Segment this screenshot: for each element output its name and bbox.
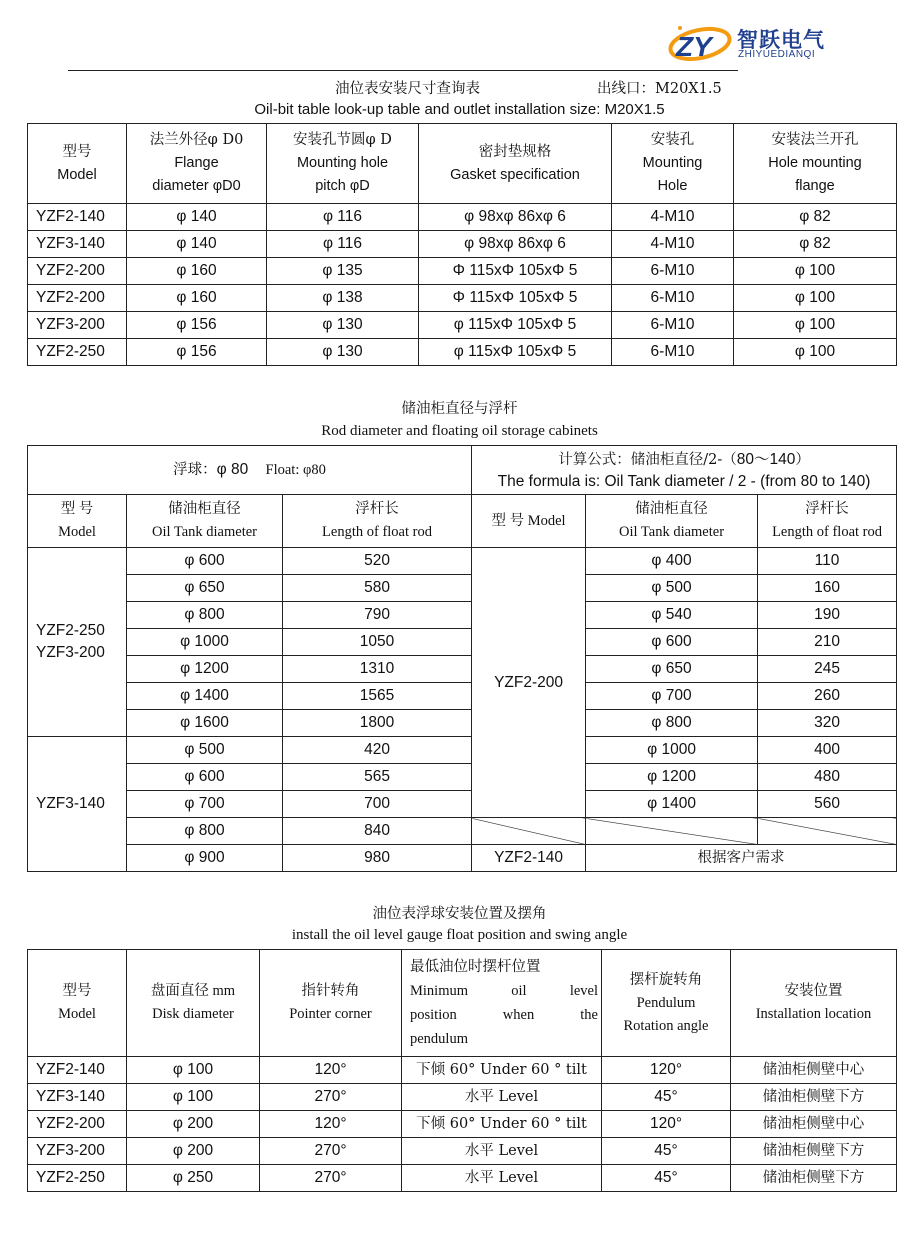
rod-length-cell: 1565: [283, 683, 472, 710]
table-row: [28, 629, 897, 656]
install-location-cell: 储油柜侧壁中心: [731, 1057, 897, 1084]
tank-diameter-cell: φ 1200: [586, 764, 758, 791]
gasket-cell: φ 98xφ 86xφ 6: [419, 231, 612, 258]
col-tank-diameter-right: 储油柜直径 Oil Tank diameter: [586, 495, 758, 548]
hole-flange-cell: φ 100: [734, 258, 897, 285]
model-group-cell: YZF2-200: [472, 548, 586, 818]
hole-flange-cell: φ 82: [734, 204, 897, 231]
install-location-cell: 储油柜侧壁中心: [731, 1111, 897, 1138]
tank-diameter-cell: φ 500: [127, 737, 283, 764]
table-header-row: [28, 950, 897, 1057]
mounting-pitch-cell: φ 138: [267, 285, 419, 312]
rotation-angle-cell: 120°: [602, 1057, 731, 1084]
rotation-angle-cell: 120°: [602, 1111, 731, 1138]
tank-diameter-cell: φ 1400: [127, 683, 283, 710]
flange-diameter-cell: φ 156: [127, 312, 267, 339]
float-position-table: [27, 949, 897, 1192]
table-row: [28, 1111, 897, 1138]
rod-length-cell: 245: [758, 656, 897, 683]
formula: 计算公式：储油柜直径/2-（80～140） The formula is: Oil Tank diameter / 2 - (from 80 to 140): [472, 446, 897, 495]
col-mounting-pitch: 安装孔节圆φ D Mounting hole pitch φD: [267, 124, 419, 204]
model-label: YZF2-250: [36, 622, 105, 639]
model-cell: YZF3-140: [28, 231, 127, 258]
mounting-hole-cell: 6-M10: [612, 312, 734, 339]
tank-diameter-cell: φ 1000: [586, 737, 758, 764]
tank-diameter-cell: φ 1000: [127, 629, 283, 656]
table-row: [28, 656, 897, 683]
col-model: 型号 Model: [28, 124, 127, 204]
model-cell: YZF2-140: [472, 845, 586, 872]
table-row: [28, 737, 897, 764]
mounting-pitch-cell: φ 135: [267, 258, 419, 285]
empty-cell: [586, 818, 758, 845]
model-group-cell: [28, 548, 127, 737]
gasket-cell: φ 115xΦ 105xΦ 5: [419, 339, 612, 366]
col-model: 型 号 Model: [28, 495, 127, 548]
mounting-pitch-cell: φ 130: [267, 339, 419, 366]
table-row: [28, 845, 897, 872]
model-cell: YZF2-250: [28, 339, 127, 366]
rod-length-cell: 560: [758, 791, 897, 818]
rod-length-cell: 700: [283, 791, 472, 818]
model-cell: YZF2-200: [28, 258, 127, 285]
table-row: [28, 602, 897, 629]
svg-text:ZY: ZY: [676, 31, 712, 62]
brand-name-en: ZHIYUEDIANQI: [738, 49, 816, 60]
model-group-cell: YZF3-140: [28, 737, 127, 872]
flange-diameter-cell: φ 140: [127, 204, 267, 231]
mounting-hole-cell: 4-M10: [612, 204, 734, 231]
section3-title-en: install the oil level gauge float position and swing angle: [291, 927, 628, 943]
col-pointer-corner: 指针转角 Pointer corner: [260, 950, 402, 1057]
rod-length-cell: 190: [758, 602, 897, 629]
model-cell: YZF3-200: [28, 1138, 127, 1165]
mounting-hole-cell: 6-M10: [612, 285, 734, 312]
float-info: 浮球：φ 80 Float: φ80: [28, 446, 472, 495]
mounting-hole-cell: 4-M10: [612, 231, 734, 258]
rod-length-cell: 480: [758, 764, 897, 791]
rotation-angle-cell: 45°: [602, 1165, 731, 1192]
empty-cell: [758, 818, 897, 845]
section2-title-en: Rod diameter and floating oil storage cabinets: [321, 423, 598, 439]
install-location-cell: 储油柜侧壁下方: [731, 1084, 897, 1111]
col-rod-length-right: 浮杆长 Length of float rod: [758, 495, 897, 548]
tank-diameter-cell: φ 1200: [127, 656, 283, 683]
rod-length-cell: 160: [758, 575, 897, 602]
tank-diameter-cell: φ 600: [127, 548, 283, 575]
col-install-location: 安装位置 Installation location: [731, 950, 897, 1057]
table-row: [28, 285, 897, 312]
table-row: [28, 575, 897, 602]
model-label: YZF3-200: [36, 644, 105, 661]
tank-diameter-cell: φ 1400: [586, 791, 758, 818]
col-model-right: 型 号 Model: [472, 495, 586, 548]
pointer-corner-cell: 270°: [260, 1165, 402, 1192]
rod-length-cell: 840: [283, 818, 472, 845]
gasket-cell: φ 98xφ 86xφ 6: [419, 204, 612, 231]
col-tank-diameter: 储油柜直径 Oil Tank diameter: [127, 495, 283, 548]
min-oil-position-cell: 下倾 60° Under 60 ° tilt: [402, 1111, 602, 1138]
section2-title-cn: 储油柜直径与浮杆: [401, 401, 518, 417]
table-row: [28, 339, 897, 366]
disk-diameter-cell: φ 200: [127, 1111, 260, 1138]
model-cell: YZF2-250: [28, 1165, 127, 1192]
pointer-corner-cell: 120°: [260, 1111, 402, 1138]
table-row: [28, 258, 897, 285]
model-cell: YZF2-200: [28, 1111, 127, 1138]
rod-length-cell: 110: [758, 548, 897, 575]
empty-cell: [472, 818, 586, 845]
min-oil-position-cell: 水平 Level: [402, 1138, 602, 1165]
table-row: [28, 818, 897, 845]
note-cell: 根据客户需求: [586, 845, 897, 872]
table-row: [28, 791, 897, 818]
mounting-hole-cell: 6-M10: [612, 339, 734, 366]
brand-name-cn: 智跃电气: [737, 29, 825, 52]
col-min-oil-position: 最低油位时摆杆位置 Minimum oil level position when the pendulum: [402, 950, 602, 1057]
mounting-pitch-cell: φ 116: [267, 204, 419, 231]
pointer-corner-cell: 270°: [260, 1138, 402, 1165]
col-hole-flange: 安装法兰开孔 Hole mounting flange: [734, 124, 897, 204]
table-row: [28, 1084, 897, 1111]
min-oil-position-cell: 水平 Level: [402, 1084, 602, 1111]
tank-diameter-cell: φ 800: [586, 710, 758, 737]
tank-diameter-cell: φ 700: [127, 791, 283, 818]
table-header-row: [28, 124, 897, 204]
install-location-cell: 储油柜侧壁下方: [731, 1165, 897, 1192]
flange-diameter-cell: φ 160: [127, 285, 267, 312]
mounting-pitch-cell: φ 116: [267, 231, 419, 258]
hole-flange-cell: φ 100: [734, 339, 897, 366]
mounting-pitch-cell: φ 130: [267, 312, 419, 339]
model-cell: YZF3-140: [28, 1084, 127, 1111]
col-gasket: 密封垫规格 Gasket specification: [419, 124, 612, 204]
disk-diameter-cell: φ 250: [127, 1165, 260, 1192]
rod-length-cell: 520: [283, 548, 472, 575]
hole-flange-cell: φ 82: [734, 231, 897, 258]
tank-diameter-cell: φ 650: [127, 575, 283, 602]
tank-diameter-cell: φ 650: [586, 656, 758, 683]
tank-diameter-cell: φ 800: [127, 602, 283, 629]
section3-title-cn: 油位表浮球安装位置及摆角: [372, 906, 547, 922]
min-oil-position-cell: 下倾 60° Under 60 ° tilt: [402, 1057, 602, 1084]
tank-diameter-cell: φ 800: [127, 818, 283, 845]
table-row: [28, 710, 897, 737]
col-rod-length: 浮杆长 Length of float rod: [283, 495, 472, 548]
table-row: [28, 764, 897, 791]
hole-flange-cell: φ 100: [734, 312, 897, 339]
tank-diameter-cell: φ 400: [586, 548, 758, 575]
tank-diameter-cell: φ 600: [586, 629, 758, 656]
table-row: [28, 1138, 897, 1165]
col-model: 型号 Model: [28, 950, 127, 1057]
tank-diameter-cell: φ 900: [127, 845, 283, 872]
flange-diameter-cell: φ 156: [127, 339, 267, 366]
pointer-corner-cell: 120°: [260, 1057, 402, 1084]
gasket-cell: Φ 115xΦ 105xΦ 5: [419, 285, 612, 312]
disk-diameter-cell: φ 100: [127, 1084, 260, 1111]
rod-length-cell: 1050: [283, 629, 472, 656]
model-cell: YZF2-140: [28, 1057, 127, 1084]
table-row: [28, 231, 897, 258]
rod-length-cell: 790: [283, 602, 472, 629]
min-oil-position-cell: 水平 Level: [402, 1165, 602, 1192]
tank-diameter-cell: φ 500: [586, 575, 758, 602]
install-location-cell: 储油柜侧壁下方: [731, 1138, 897, 1165]
table-row: [28, 312, 897, 339]
rotation-angle-cell: 45°: [602, 1138, 731, 1165]
table-row: [28, 683, 897, 710]
tank-diameter-cell: φ 600: [127, 764, 283, 791]
disk-diameter-cell: φ 100: [127, 1057, 260, 1084]
flange-diameter-cell: φ 140: [127, 231, 267, 258]
rod-length-cell: 580: [283, 575, 472, 602]
rod-length-cell: 980: [283, 845, 472, 872]
rod-length-cell: 400: [758, 737, 897, 764]
installation-size-table: [27, 123, 897, 366]
rod-length-cell: 420: [283, 737, 472, 764]
tank-diameter-cell: φ 700: [586, 683, 758, 710]
model-cell: YZF3-200: [28, 312, 127, 339]
disk-diameter-cell: φ 200: [127, 1138, 260, 1165]
header-rule: [68, 70, 738, 71]
section1-title-en: Oil-bit table look-up table and outlet installation size: M20X1.5: [254, 101, 665, 118]
gasket-cell: Φ 115xΦ 105xΦ 5: [419, 258, 612, 285]
hole-flange-cell: φ 100: [734, 285, 897, 312]
model-cell: YZF2-200: [28, 285, 127, 312]
tank-diameter-cell: φ 540: [586, 602, 758, 629]
gasket-cell: φ 115xΦ 105xΦ 5: [419, 312, 612, 339]
table-row: [28, 548, 897, 575]
col-rotation-angle: 摆杆旋转角 Pendulum Rotation angle: [602, 950, 731, 1057]
pointer-corner-cell: 270°: [260, 1084, 402, 1111]
section1-title-cn: 油位表安装尺寸查询表: [335, 81, 480, 97]
table-row: [28, 1165, 897, 1192]
model-cell: YZF2-140: [28, 204, 127, 231]
col-disk-diameter: 盘面直径 mm Disk diameter: [127, 950, 260, 1057]
rotation-angle-cell: 45°: [602, 1084, 731, 1111]
rod-length-cell: 260: [758, 683, 897, 710]
formula-row: [28, 446, 897, 495]
rod-length-cell: 565: [283, 764, 472, 791]
rod-length-cell: 320: [758, 710, 897, 737]
float-rod-table: [27, 445, 897, 872]
rod-length-cell: 1800: [283, 710, 472, 737]
table-row: [28, 204, 897, 231]
flange-diameter-cell: φ 160: [127, 258, 267, 285]
section1-outlet: 出线口：M20X1.5: [597, 81, 722, 97]
rod-length-cell: 210: [758, 629, 897, 656]
mounting-hole-cell: 6-M10: [612, 258, 734, 285]
table-header-row: [28, 495, 897, 548]
tank-diameter-cell: φ 1600: [127, 710, 283, 737]
col-mounting-hole: 安装孔 Mounting Hole: [612, 124, 734, 204]
col-flange-diameter: 法兰外径φ D0 Flange diameter φD0: [127, 124, 267, 204]
rod-length-cell: 1310: [283, 656, 472, 683]
table-row: [28, 1057, 897, 1084]
